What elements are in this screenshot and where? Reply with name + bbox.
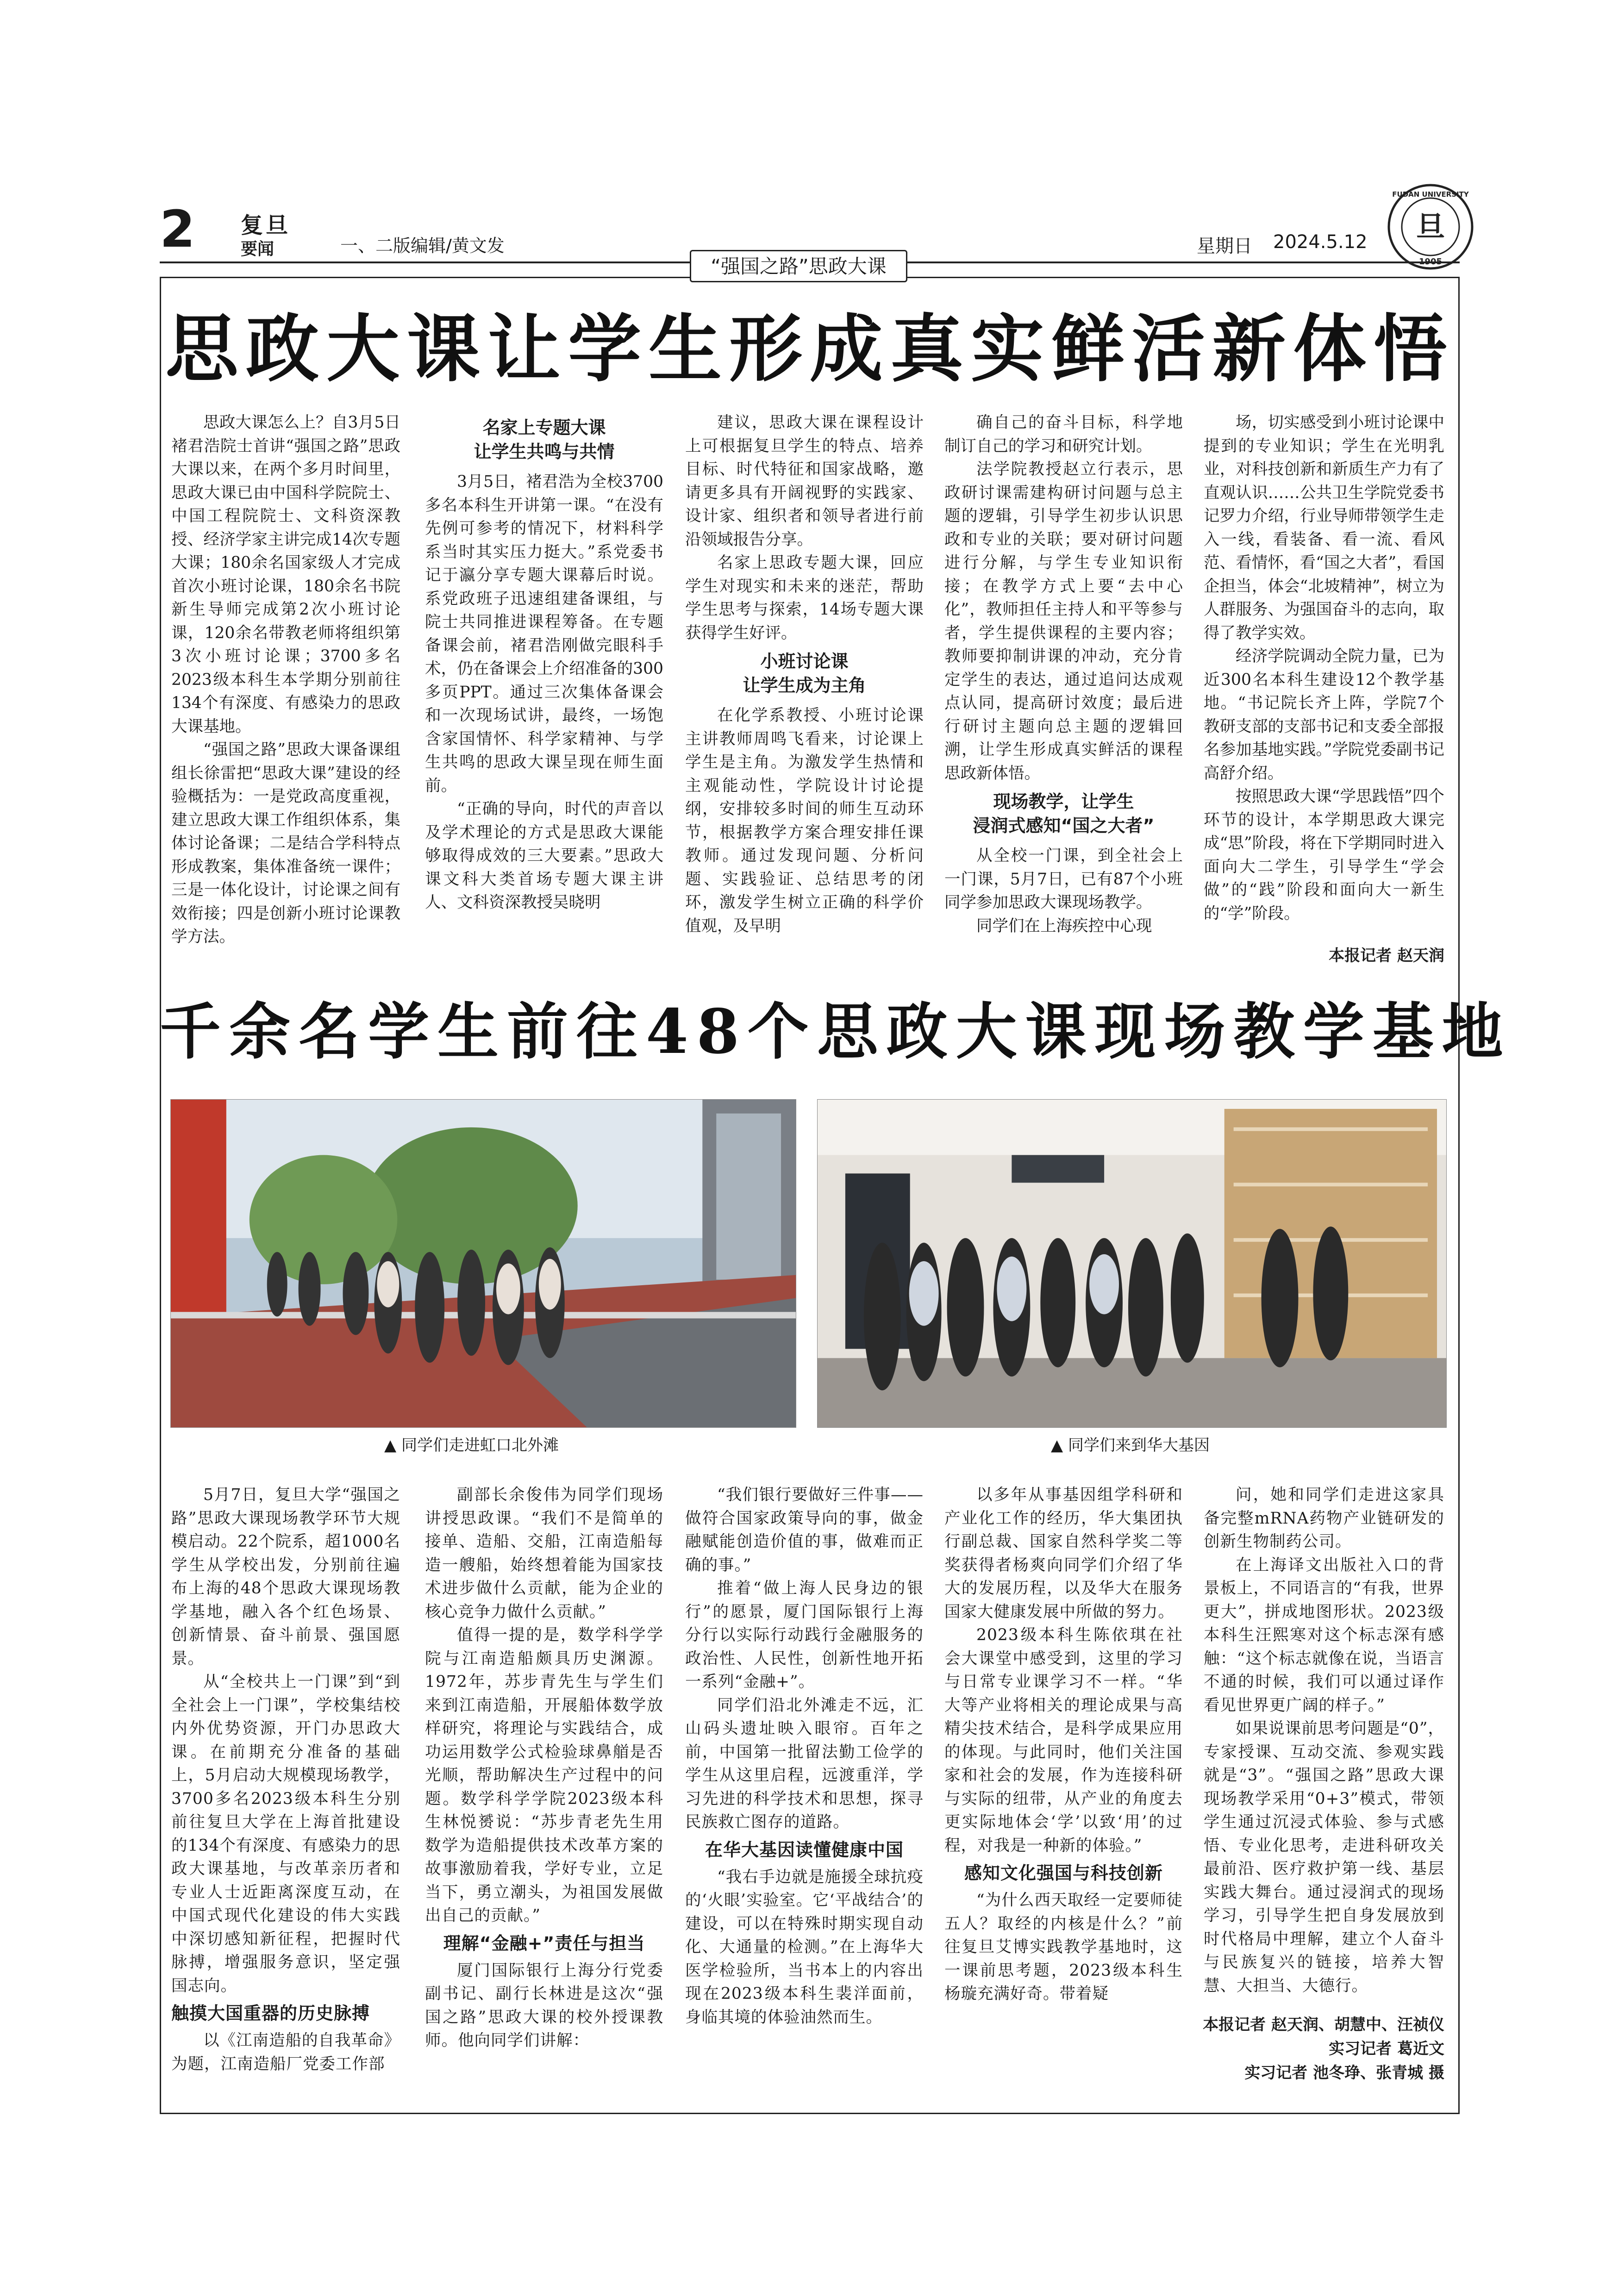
article-2-byline-intern: 实习记者 葛近文 [1329, 2040, 1444, 2058]
column-tag: “强国之路”思政大课 [690, 250, 907, 282]
paragraph: 建议，思政大课在课程设计上可根据复旦学生的特点、培养目标、时代特征和国家战略，邀请更多具有开阔视野的实践家、设计家、组织者和领导者进行前沿领域报告分享。 [685, 413, 924, 549]
article-1-column-3 [685, 411, 924, 971]
paragraph: 厦门国际银行上海分行党委副书记、副行长林进是这次“强国之路”思政大课的校外授课教师。他向同学们讲解： [425, 1961, 663, 2050]
paragraph: 从全校一门课，到全社会上一门课，5月7日，已有87个小班同学参加思政大课现场教学。 [944, 846, 1183, 912]
section-name: 要闻 [241, 240, 275, 259]
paragraph: 问，她和同学们走进这家具备完整mRNA药物产业链研发的创新生物制药公司。 [1204, 1486, 1444, 1551]
paragraph: 推着“做上海人民身边的银行”的愿景，厦门国际银行上海分行以实际行动践行金融服务的政治性、人民性，创新性地开拓一系列“金融+”。 [685, 1579, 924, 1691]
subheading: 理解“金融+”责任与担当 [443, 1933, 645, 1954]
article-2-column-2 [425, 1483, 663, 2085]
subheading: 在华大基因读懂健康中国 [705, 1839, 904, 1860]
article-2-column-5 [1204, 1483, 1444, 2011]
article-1-headline: 思政大课让学生形成真实鲜活新体悟 [165, 306, 1454, 392]
seal-center-char: 旦 [1416, 210, 1445, 243]
article-2-column-4 [944, 1483, 1183, 2085]
paragraph: 2023级本科生陈依琪在社会大课堂中感受到，这里的学习与日常专业课学习不一样。“华大等产业将相关的理论成果与高精尖技术结合，是科学成果应用的体现。与此同时，他们关注国家和社会的发展，作为连接科研与实际的纽带，从产业的角度去更实际地体会‘学’以致‘用’的过程，对我是一种新的体验。” [944, 1626, 1183, 1855]
photo-north-bund [170, 1099, 796, 1428]
paragraph: 从“全校共上一门课”到“到全社会上一门课”，学校集结校内外优势资源，开门办思政大课。在前期充分准备的基础上，5月启动大规模现场教学，3700多名2023级本科生分别前往复旦大学在上海首批建设的134个有深度、有感染力的思政大课基地，与改革亲历者和专业人士近距离深度互动，在中国式现代化建设的伟大实践中深切感知新征程，把握时代脉搏，增强服务意识，坚定强国志向。 [171, 1673, 400, 1995]
university-seal-logo [1387, 183, 1474, 271]
paragraph: 场，切实感受到小班讨论课中提到的专业知识；学生在光明乳业，对科技创新和新质生产力有了直观认识……公共卫生学院党委书记罗力介绍，行业导师带领学生走入一线，看装备、看一流、看风范、看情怀，看“国之大者”，看国企担当，体会“北坡精神”，树立为人群服务、为强国奋斗的志向，取得了教学实效。 [1204, 413, 1444, 642]
paragraph: 同学们在上海疾控中心现 [976, 916, 1152, 935]
paragraph: 思政大课怎么上？自3月5日褚君浩院士首讲“强国之路”思政大课以来，在两个多月时间里，思政大课已由中国科学院院士、中国工程院院士、文科资深教授、经济学家主讲完成14次专题大课；180余名国家级人才完成首次小班讨论课，180余名书院新生导师完成第2次小班讨论课，120余名带教老师将组织第3次小班讨论课；3700多名2023级本科生本学期分别前往134个有深度、有感染力的思政大课基地。 [171, 413, 400, 736]
paragraph: 3月5日，褚君浩为全校3700多名本科生开讲第一课。“在没有先例可参考的情况下，材料科学系当时其实压力挺大。”系党委书记于瀛分享专题大课幕后时说。系党政班子迅速组建备课组，与院士共同推进课程筹备。在专题备课会前，褚君浩刚做完眼科手术，仍在备课会上介绍准备的300多页PPT。通过三次集体备课会和一次现场试讲，最终，一场饱含家国情怀、科学家精神、与学生共鸣的思政大课呈现在师生面前。 [425, 473, 663, 795]
paragraph: “强国之路”思政大课备课组组长徐雷把“思政大课”建设的经验概括为：一是党政高度重视，建立思政大课工作组织体系，集体讨论备课；二是结合学科特点形成教案，集体准备统一课件；三是一体化设计，讨论课之间有效衔接；四是创新小班讨论课教学方法。 [171, 740, 400, 946]
paragraph: 按照思政大课“学思践悟”四个环节的设计，本学期思政大课完成“思”阶段，将在下学期同时进入面向大二学生，引导学生“学会做”的“践”阶段和面向大一新生的“学”阶段。 [1204, 787, 1444, 923]
article-1-column-2 [425, 411, 663, 971]
subheading: 名家上专题大课 让学生共鸣与共情 [474, 417, 615, 462]
article-2-headline: 千余名学生前往48个思政大课现场教学基地 [160, 996, 1512, 1068]
subheading: 小班讨论课 让学生成为主角 [743, 651, 866, 696]
article-1-column-4 [944, 411, 1183, 971]
article-1-byline: 本报记者 赵天润 [1329, 946, 1444, 965]
paragraph: 同学们沿北外滩走不远，汇山码头遗址映入眼帘。百年之前，中国第一批留法勤工俭学的学生从这里启程，远渡重洋，学习先进的科学技术和思想，探寻民族救亡图存的道路。 [685, 1696, 924, 1831]
photo-right-caption: ▲ 同学们来到华大基因 [1051, 1436, 1210, 1455]
article-2-column-1 [171, 1483, 400, 2085]
paragraph: 法学院教授赵立行表示，思政研讨课需建构研讨问题与总主题的逻辑，引导学生初步认识思政和专业的关联；要对研讨问题进行分解，与学生专业知识衔接；在教学方式上要“去中心化”，教师担任主持人和平等参与者，学生提供课程的主要内容；教师要抑制讲课的冲动，充分肯定学生的表达，通过追问达成观点认同，提高研讨效度；最后进行研讨主题向总主题的逻辑回溯，让学生形成真实鲜活的课程思政新体悟。 [944, 460, 1183, 783]
photo-left-caption: ▲ 同学们走进虹口北外滩 [384, 1436, 559, 1455]
paragraph: 确自己的奋斗目标，科学地制订自己的学习和研究计划。 [944, 413, 1183, 455]
subheading: 触摸大国重器的历史脉搏 [171, 2003, 370, 2023]
article-1-column-5 [1204, 411, 1444, 948]
paragraph: “我右手边就是施援全球抗疫的‘火眼’实验室。它‘平战结合’的建设，可以在特殊时期实现自动化、大通量的检测。”在上海华大医学检验所，当书本上的内容出现在2023级本科生裴洋面前，身临其境的体验油然而生。 [685, 1867, 924, 2027]
paragraph: 名家上思政专题大课，回应学生对现实和未来的迷茫，帮助学生思考与探索，14场专题大课获得学生好评。 [685, 554, 924, 642]
paragraph: “为什么西天取经一定要师徒五人？取经的内核是什么？”前往复旦艾博实践教学基地时，这一课前思考题，2023级本科生杨璇充满好奇。带着疑 [944, 1891, 1183, 2003]
paragraph: “我们银行要做好三件事——做符合国家政策导向的事，做金融赋能创造价值的事，做难而正确的事。” [685, 1486, 924, 1574]
article-2-column-3 [685, 1483, 924, 2085]
paragraph: 在上海译文出版社入口的背景板上，不同语言的“有我，世界更大”，拼成地图形状。2023级本科生汪熙寒对这个标志深有感触：“这个标志就像在说，当语言不通的时候，我们可以通过译作看见世界更广阔的样子。” [1204, 1556, 1444, 1715]
seal-text: FUDAN UNIVERSITY [1392, 190, 1469, 199]
editor-credit: 一、二版编辑/黄文发 [340, 236, 505, 256]
article-2-byline-reporters: 本报记者 赵天润、胡慧中、汪祯仪 [1203, 2016, 1444, 2034]
paper-name: 复旦 [241, 212, 291, 238]
paragraph: 以《江南造船的自我革命》为题，江南造船厂党委工作部 [171, 2031, 400, 2073]
paragraph: 副部长余俊伟为同学们现场讲授思政课。“我们不是简单的接单、造船、交船，江南造船每造一艘船，始终想着能为国家技术进步做什么贡献，能为企业的核心竞争力做什么贡献。” [425, 1486, 663, 1621]
subheading: 现场教学，让学生 浸润式感知“国之大者” [973, 791, 1155, 836]
paragraph: 如果说课前思考问题是“0”，专家授课、互动交流、参观实践就是“3”。“强国之路”思政大课现场教学采用“0+3”模式，带领学生通过沉浸式体验、参与式感悟、专业化思考，走进科研攻关最前沿、医疗救护第一线、基层实践大舞台。通过浸润式的现场学习，引导学生把自身发展放到时代格局中理解，建立个人奋斗与民族复兴的链接，培养大智慧、大担当、大德行。 [1204, 1719, 1444, 1995]
weekday: 星期日 [1197, 236, 1252, 257]
paragraph: 经济学院调动全院力量，已为近300名本科生建设12个教学基地。“书记院长齐上阵，学院7个教研支部的支部书记和支委全部报名参加基地实践。”学院党委副书记高舒介绍。 [1204, 647, 1444, 783]
paragraph: “正确的导向，时代的声音以及学术理论的方式是思政大课能够取得成效的三大要素。”思政大课文科大类首场专题大课主讲人、文科资深教授吴晓明 [425, 800, 663, 912]
article-2-byline-photo: 实习记者 池冬琤、张青城 摄 [1244, 2064, 1444, 2082]
paragraph: 5月7日，复旦大学“强国之路”思政大课现场教学环节大规模启动。22个院系，超1000名学生从学校出发，分别前往遍布上海的48个思政大课现场教学基地，融入各个红色场景、创新情景、奋斗前景、强国愿景。 [171, 1486, 400, 1668]
article-1-column-1 [171, 411, 400, 971]
subheading: 感知文化强国与科技创新 [964, 1863, 1163, 1883]
paragraph: 以多年从事基因组学科研和产业化工作的经历，华大集团执行副总裁、国家自然科学奖二等奖获得者杨爽向同学们介绍了华大的发展历程，以及华大在服务国家大健康发展中所做的努力。 [944, 1486, 1183, 1621]
photo-bgi [817, 1099, 1447, 1428]
paragraph: 值得一提的是，数学科学学院与江南造船颇具历史渊源。1972年，苏步青先生与学生们来到江南造船，开展船体数学放样研究，将理论与实践结合，成功运用数学公式检验球鼻艏是否光顺，帮助解决生产过程中的问题。数学科学学院2023级本科生林悦赟说：“苏步青老先生用数学为造船提供技术改革方案的故事激励着我，学好专业，立足当下，勇立潮头，为祖国发展做出自己的贡献。” [425, 1626, 663, 1925]
page-number: 2 [160, 199, 195, 259]
issue-date: 2024.5.12 [1273, 231, 1368, 253]
paragraph: 在化学系教授、小班讨论课主讲教师周鸣飞看来，讨论课上学生是主角。为激发学生热情和主观能动性，学院设计讨论提纲，安排较多时间的师生互动环节，根据教学方案合理安排任课教师。通过发现问题、分析问题、实践验证、总结思考的闭环，激发学生树立正确的科学价值观，及早明 [685, 706, 924, 935]
